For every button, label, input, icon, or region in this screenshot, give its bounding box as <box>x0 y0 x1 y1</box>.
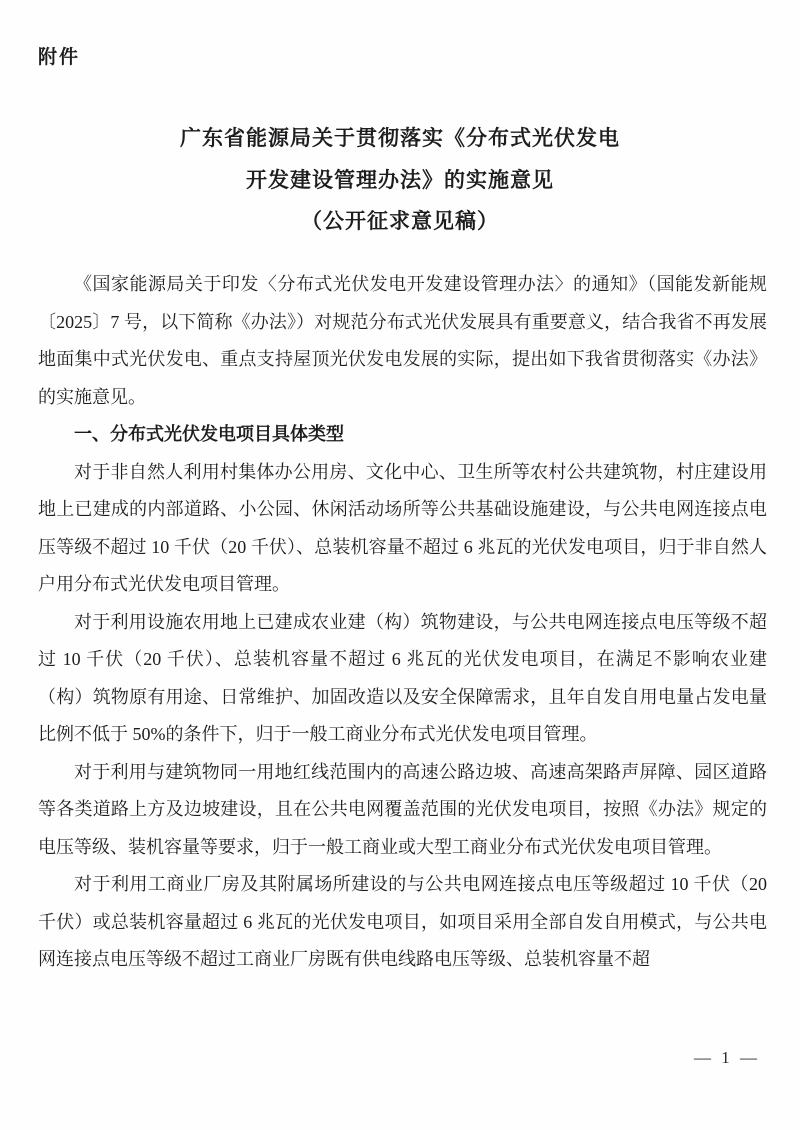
document-title <box>60 118 740 243</box>
attachment-label: 附件 <box>38 47 81 68</box>
paragraph-agricultural-facility-projects: 对于利用设施农用地上已建成农业建（构）筑物建设，与公共电网连接点电压等级不超过 10 千伏（20 千伏）、总装机容量不超过 6 兆瓦的光伏发电项目，在满足不影响农业建（构）筑物原有用途、日常维护、加固改造以及安全保障需求，且年自发自用电量占发电量比例不低于 50%的条件下，归于一般工商业分布式光伏发电项目管理。 <box>38 611 767 744</box>
paragraph-introduction: 《国家能源局关于印发〈分布式光伏发电开发建设管理办法〉的通知》（国能发新能规〔2025〕7 号，以下简称《办法》）对规范分布式光伏发展具有重要意义，结合我省不再发展地面集中式光伏发电、重点支持屋顶光伏发电发展的实际，提出如下我省贯彻落实《办法》的实施意见。 <box>38 274 767 407</box>
paragraph-non-natural-person-projects: 对于非自然人利用村集体办公用房、文化中心、卫生所等农村公共建筑物，村庄建设用地上已建成的内部道路、小公园、休闲活动场所等公共基础设施建设，与公共电网连接点电压等级不超过 10 千伏（20 千伏）、总装机容量不超过 6 兆瓦的光伏发电项目，归于非自然人户用分布式光伏发电项目管理。 <box>38 461 767 594</box>
title-line-2: 开发建设管理办法》的实施意见 <box>246 168 554 192</box>
page-number: — 1 — <box>694 1048 760 1067</box>
paragraph-industrial-plant-projects: 对于利用工商业厂房及其附属场所建设的与公共电网连接点电压等级超过 10 千伏（20 千伏）或总装机容量超过 6 兆瓦的光伏发电项目，如项目采用全部自发自用模式，与公共电网连接点电压等级不超过工商业厂房既有供电线路电压等级、总装机容量不超 <box>38 874 767 969</box>
section-heading-project-types: 一、分布式光伏发电项目具体类型 <box>74 424 344 444</box>
title-line-3: （公开征求意见稿） <box>301 210 499 233</box>
paragraph-road-slope-projects: 对于利用与建筑物同一用地红线范围内的高速公路边坡、高速高架路声屏障、园区道路等各类道路上方及边坡建设，且在公共电网覆盖范围的光伏发电项目，按照《办法》规定的电压等级、装机容量等要求，归于一般工商业或大型工商业分布式光伏发电项目管理。 <box>38 761 767 857</box>
title-line-1: 广东省能源局关于贯彻落实《分布式光伏发电 <box>180 127 620 150</box>
document-body <box>38 266 767 1020</box>
